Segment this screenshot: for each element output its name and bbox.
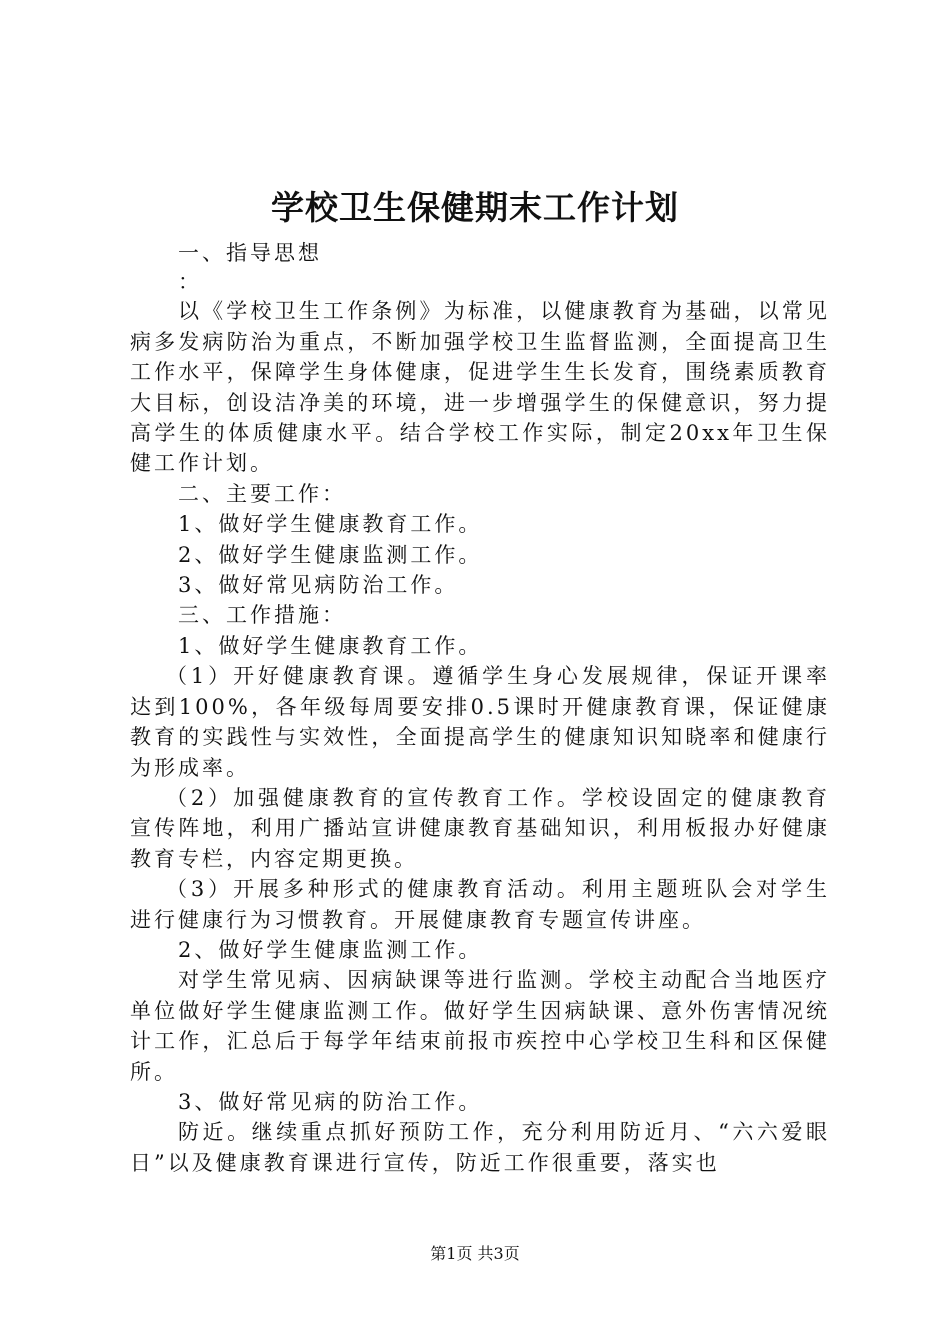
document-body: [130, 210, 830, 1178]
body-paragraph: 以《学校卫生工作条例》为标准，以健康教育为基础，以常见病多发病防治为重点，不断加强学校卫生监督监测，全面提高卫生工作水平，保障学生身体健康，促进学生生长发育，围绕素质教育大目标，创设洁净美的环境，进一步增强学生的保健意识，努力提高学生的体质健康水平。结合学校工作实际，制定20xx年卫生保健工作计划。: [130, 299, 830, 476]
list-item: 2、做好学生健康监测工作。: [178, 542, 483, 567]
body-paragraph: （1）开好健康教育课。遵循学生身心发展规律，保证开课率达到100%，各年级每周要安排0.5课时开健康教育课，保证健康教育的实践性与实效性，全面提高学生的健康知识知晓率和健康行为形成率。: [130, 664, 830, 780]
list-item: 3、做好常见病防治工作。: [178, 573, 459, 598]
body-paragraph: 对学生常见病、因病缺课等进行监测。学校主动配合当地医疗单位做好学生健康监测工作。做好学生因病缺课、意外伤害情况统计工作，汇总后于每学年结束前报市疾控中心学校卫生科和区保健所。: [130, 968, 830, 1084]
section-heading: 一、指导思想: [178, 241, 322, 265]
subsection-heading: 3、做好常见病的防治工作。: [178, 1089, 483, 1114]
section-heading: 二、主要工作：: [178, 481, 346, 506]
subsection-heading: 2、做好学生健康监测工作。: [178, 937, 483, 962]
body-paragraph: （2）加强健康教育的宣传教育工作。学校设固定的健康教育宣传阵地，利用广播站宣讲健康教育基础知识，利用板报办好健康教育专栏，内容定期更换。: [130, 785, 830, 871]
list-item: 1、做好学生健康教育工作。: [178, 512, 483, 537]
body-paragraph: （3）开展多种形式的健康教育活动。利用主题班队会对学生进行健康行为习惯教育。开展健康教育专题宣传讲座。: [130, 877, 830, 932]
document-title: 学校卫生保健期末工作计划: [271, 188, 679, 227]
subsection-heading: 1、做好学生健康教育工作。: [178, 633, 483, 658]
body-paragraph: 防近。继续重点抓好预防工作，充分利用防近月、“六六爱眼日”以及健康教育课进行宣传，防近工作很重要，落实也: [130, 1120, 830, 1175]
section-heading: 三、工作措施：: [178, 603, 346, 628]
page-footer: 第1页 共3页: [430, 1244, 520, 1263]
stray-colon: ：: [178, 270, 202, 295]
